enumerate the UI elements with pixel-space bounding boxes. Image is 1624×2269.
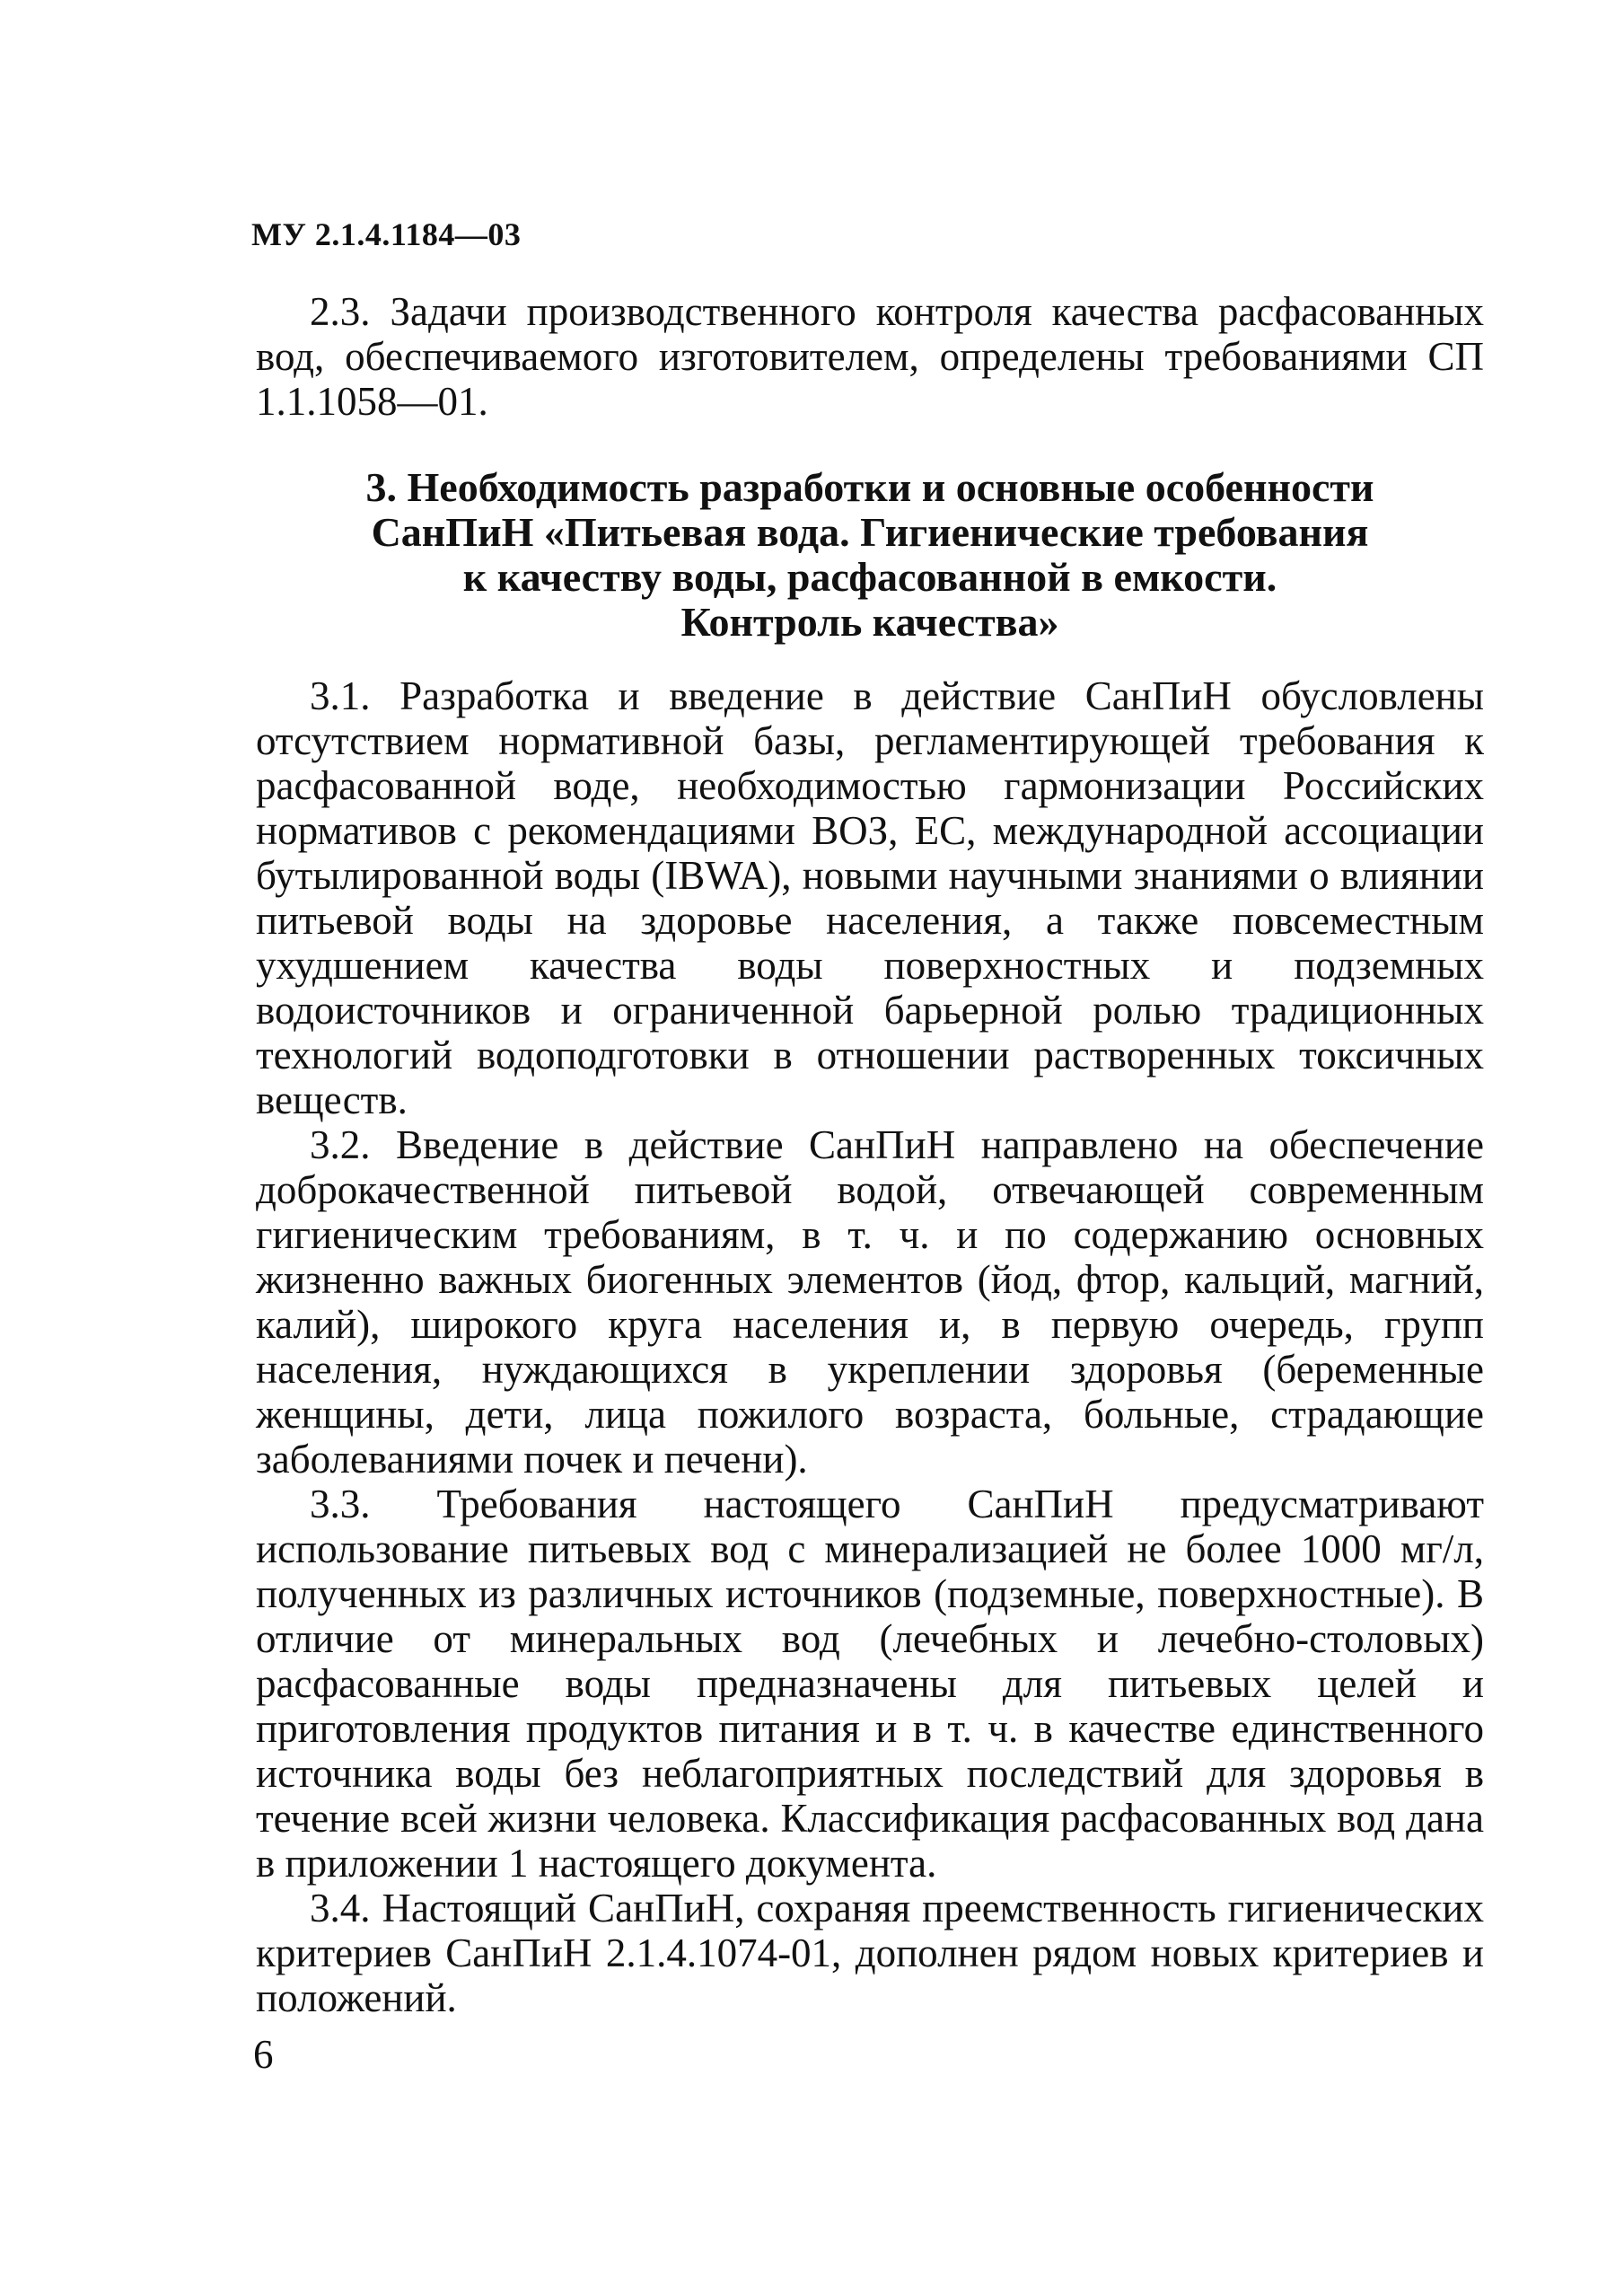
- heading-line-1: 3. Необходимость разработки и основные особенности: [365, 464, 1374, 510]
- paragraph-2-3-block: [256, 289, 1484, 424]
- paragraph-2-3: 2.3. Задачи производственного контроля качества расфасованных вод, обеспечиваемого изготовителем, определены требованиями СП 1.1.1058—01.: [256, 289, 1484, 424]
- page-number: 6: [253, 2032, 274, 2077]
- paragraph-3-3: 3.3. Требования настоящего СанПиН предусматривают использование питьевых вод с минерализацией не более 1000 мг/л, полученных из различных источников (подземные, поверхностные). В отличие от минеральных вод (лечебных и лечебно-столовых) расфасованные воды предназначены для питьевых целей и приготовления продуктов питания и в т. ч. в качестве единственного источника воды без неблагоприятных последствий для здоровья в течение всей жизни человека. Классификация расфасованных вод дана в приложении 1 настоящего документа.: [256, 1482, 1484, 1886]
- section-3-heading: [256, 465, 1484, 645]
- heading-line-2: СанПиН «Питьевая вода. Гигиенические требования: [371, 509, 1369, 555]
- heading-line-3: к качеству воды, расфасованной в емкости.: [462, 554, 1277, 600]
- section-3-body: [256, 673, 1484, 2020]
- paragraph-3-4: 3.4. Настоящий СанПиН, сохраняя преемственность гигиенических критериев СанПиН 2.1.4.1074-01, дополнен рядом новых критериев и положений.: [256, 1886, 1484, 2020]
- paragraph-3-2: 3.2. Введение в действие СанПиН направлено на обеспечение доброкачественной питьевой водой, отвечающей современным гигиеническим требованиям, в т. ч. и по содержанию основных жизненно важных биогенных элементов (йод, фтор, кальций, магний, калий), широкого круга населения и, в первую очередь, групп населения, нуждающихся в укреплении здоровья (беременные женщины, дети, лица пожилого возраста, больные, страдающие заболеваниями почек и печени).: [256, 1122, 1484, 1482]
- paragraph-3-1: 3.1. Разработка и введение в действие СанПиН обусловлены отсутствием нормативной базы, регламентирующей требования к расфасованной воде, необходимостью гармонизации Российских нормативов с рекомендациями ВОЗ, ЕС, международной ассоциации бутылированной воды (IBWA), новыми научными знаниями о влиянии питьевой воды на здоровье населения, а также повсеместным ухудшением качества воды поверхностных и подземных водоисточников и ограниченной барьерной ролью традиционных технологий водоподготовки в отношении растворенных токсичных веществ.: [256, 673, 1484, 1122]
- heading-line-4: Контроль качества»: [680, 599, 1059, 645]
- document-code: МУ 2.1.4.1184—03: [251, 216, 522, 252]
